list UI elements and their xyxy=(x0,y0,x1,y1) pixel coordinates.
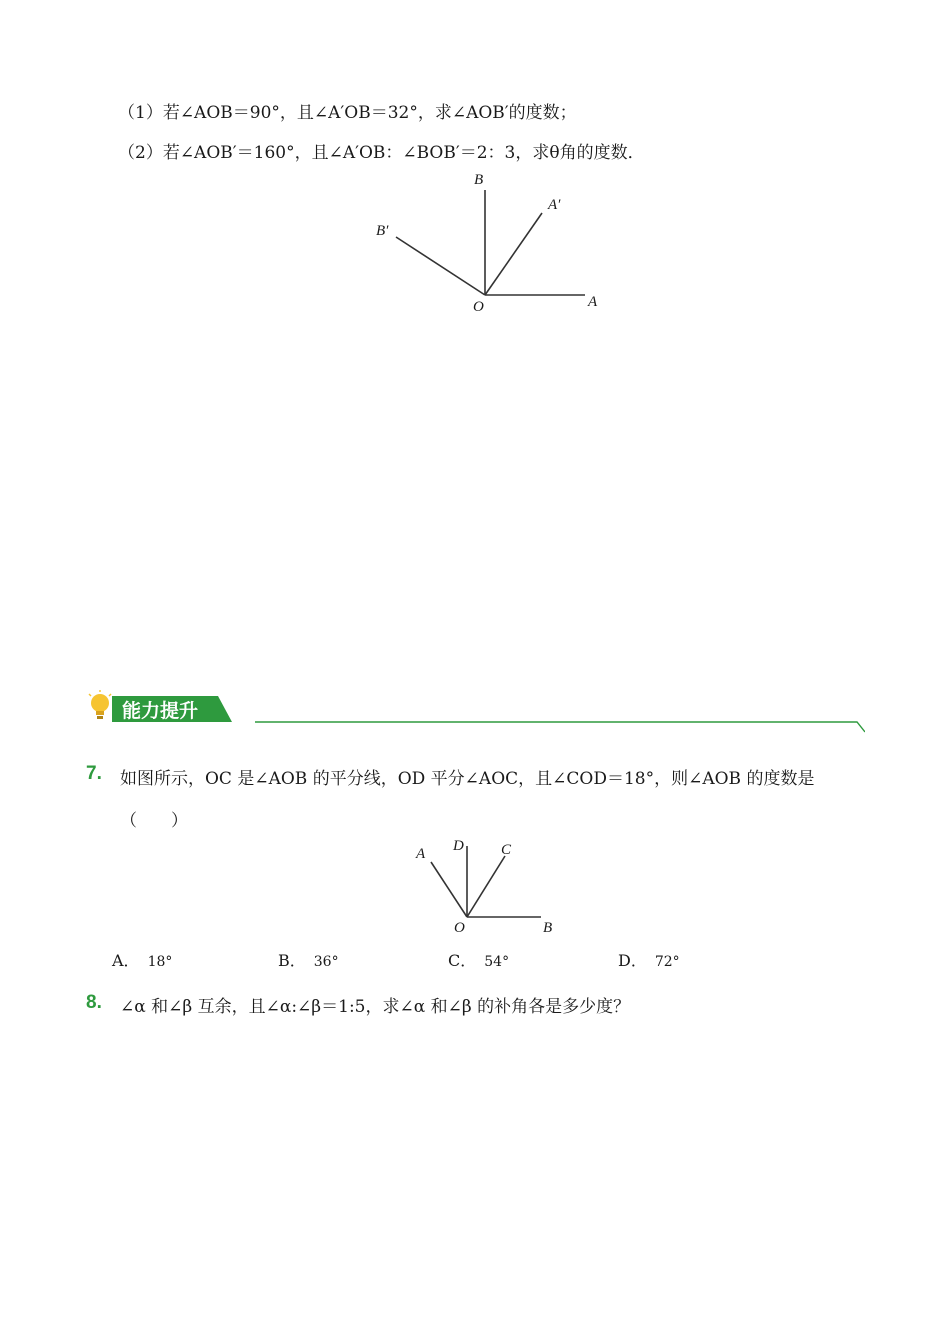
section-header-badge xyxy=(88,690,236,726)
label-O: O xyxy=(454,920,465,936)
label-A-prime: A′ xyxy=(548,197,561,213)
option-d-letter: D． xyxy=(618,951,647,970)
section-title: 能力提升 xyxy=(122,700,199,722)
ray-OB-prime xyxy=(396,237,485,295)
label-A: A xyxy=(588,294,598,310)
question-part-2: （2）若∠AOB′＝160°，且∠A′OB：∠BOB′＝2：3，求θ角的度数． xyxy=(118,143,645,163)
question-7-blank: （ ） xyxy=(120,811,188,831)
label-B-prime: B′ xyxy=(376,223,389,239)
label-B: B xyxy=(543,920,553,936)
option-a-letter: A． xyxy=(112,951,140,970)
option-a-value: 18° xyxy=(147,954,173,970)
option-a[interactable] xyxy=(112,948,172,971)
option-c-value: 54° xyxy=(484,954,510,970)
section-divider xyxy=(255,716,865,736)
label-O: O xyxy=(473,299,484,315)
option-d[interactable] xyxy=(618,948,680,971)
lightbulb-icon xyxy=(89,690,111,719)
ray-OC xyxy=(467,856,505,917)
ray-OA-prime xyxy=(485,213,542,295)
label-D: D xyxy=(453,838,464,854)
label-C: C xyxy=(501,842,512,858)
option-b[interactable] xyxy=(278,948,339,971)
angle-figure-1 xyxy=(360,165,620,325)
label-B: B xyxy=(474,172,484,188)
question-7-number: 7. xyxy=(86,763,102,784)
label-A: A xyxy=(416,846,426,862)
question-8-text: ∠α 和∠β 互余，且∠α:∠β＝1:5，求∠α 和∠β 的补角各是多少度？ xyxy=(120,997,631,1017)
option-b-letter: B． xyxy=(278,951,306,970)
option-c[interactable] xyxy=(448,948,509,971)
angle-figure-2 xyxy=(405,832,570,942)
option-c-letter: C． xyxy=(448,951,477,970)
question-8-number: 8. xyxy=(86,992,102,1013)
option-d-value: 72° xyxy=(654,954,680,970)
question-part-1: （1）若∠AOB＝90°，且∠A′OB＝32°，求∠AOB′的度数； xyxy=(118,103,577,123)
ray-OA xyxy=(431,862,467,917)
option-b-value: 36° xyxy=(313,954,339,970)
question-7-text: 如图所示，OC 是∠AOB 的平分线，OD 平分∠AOC，且∠COD＝18°，则∠AOB 的度数是 xyxy=(120,769,815,789)
